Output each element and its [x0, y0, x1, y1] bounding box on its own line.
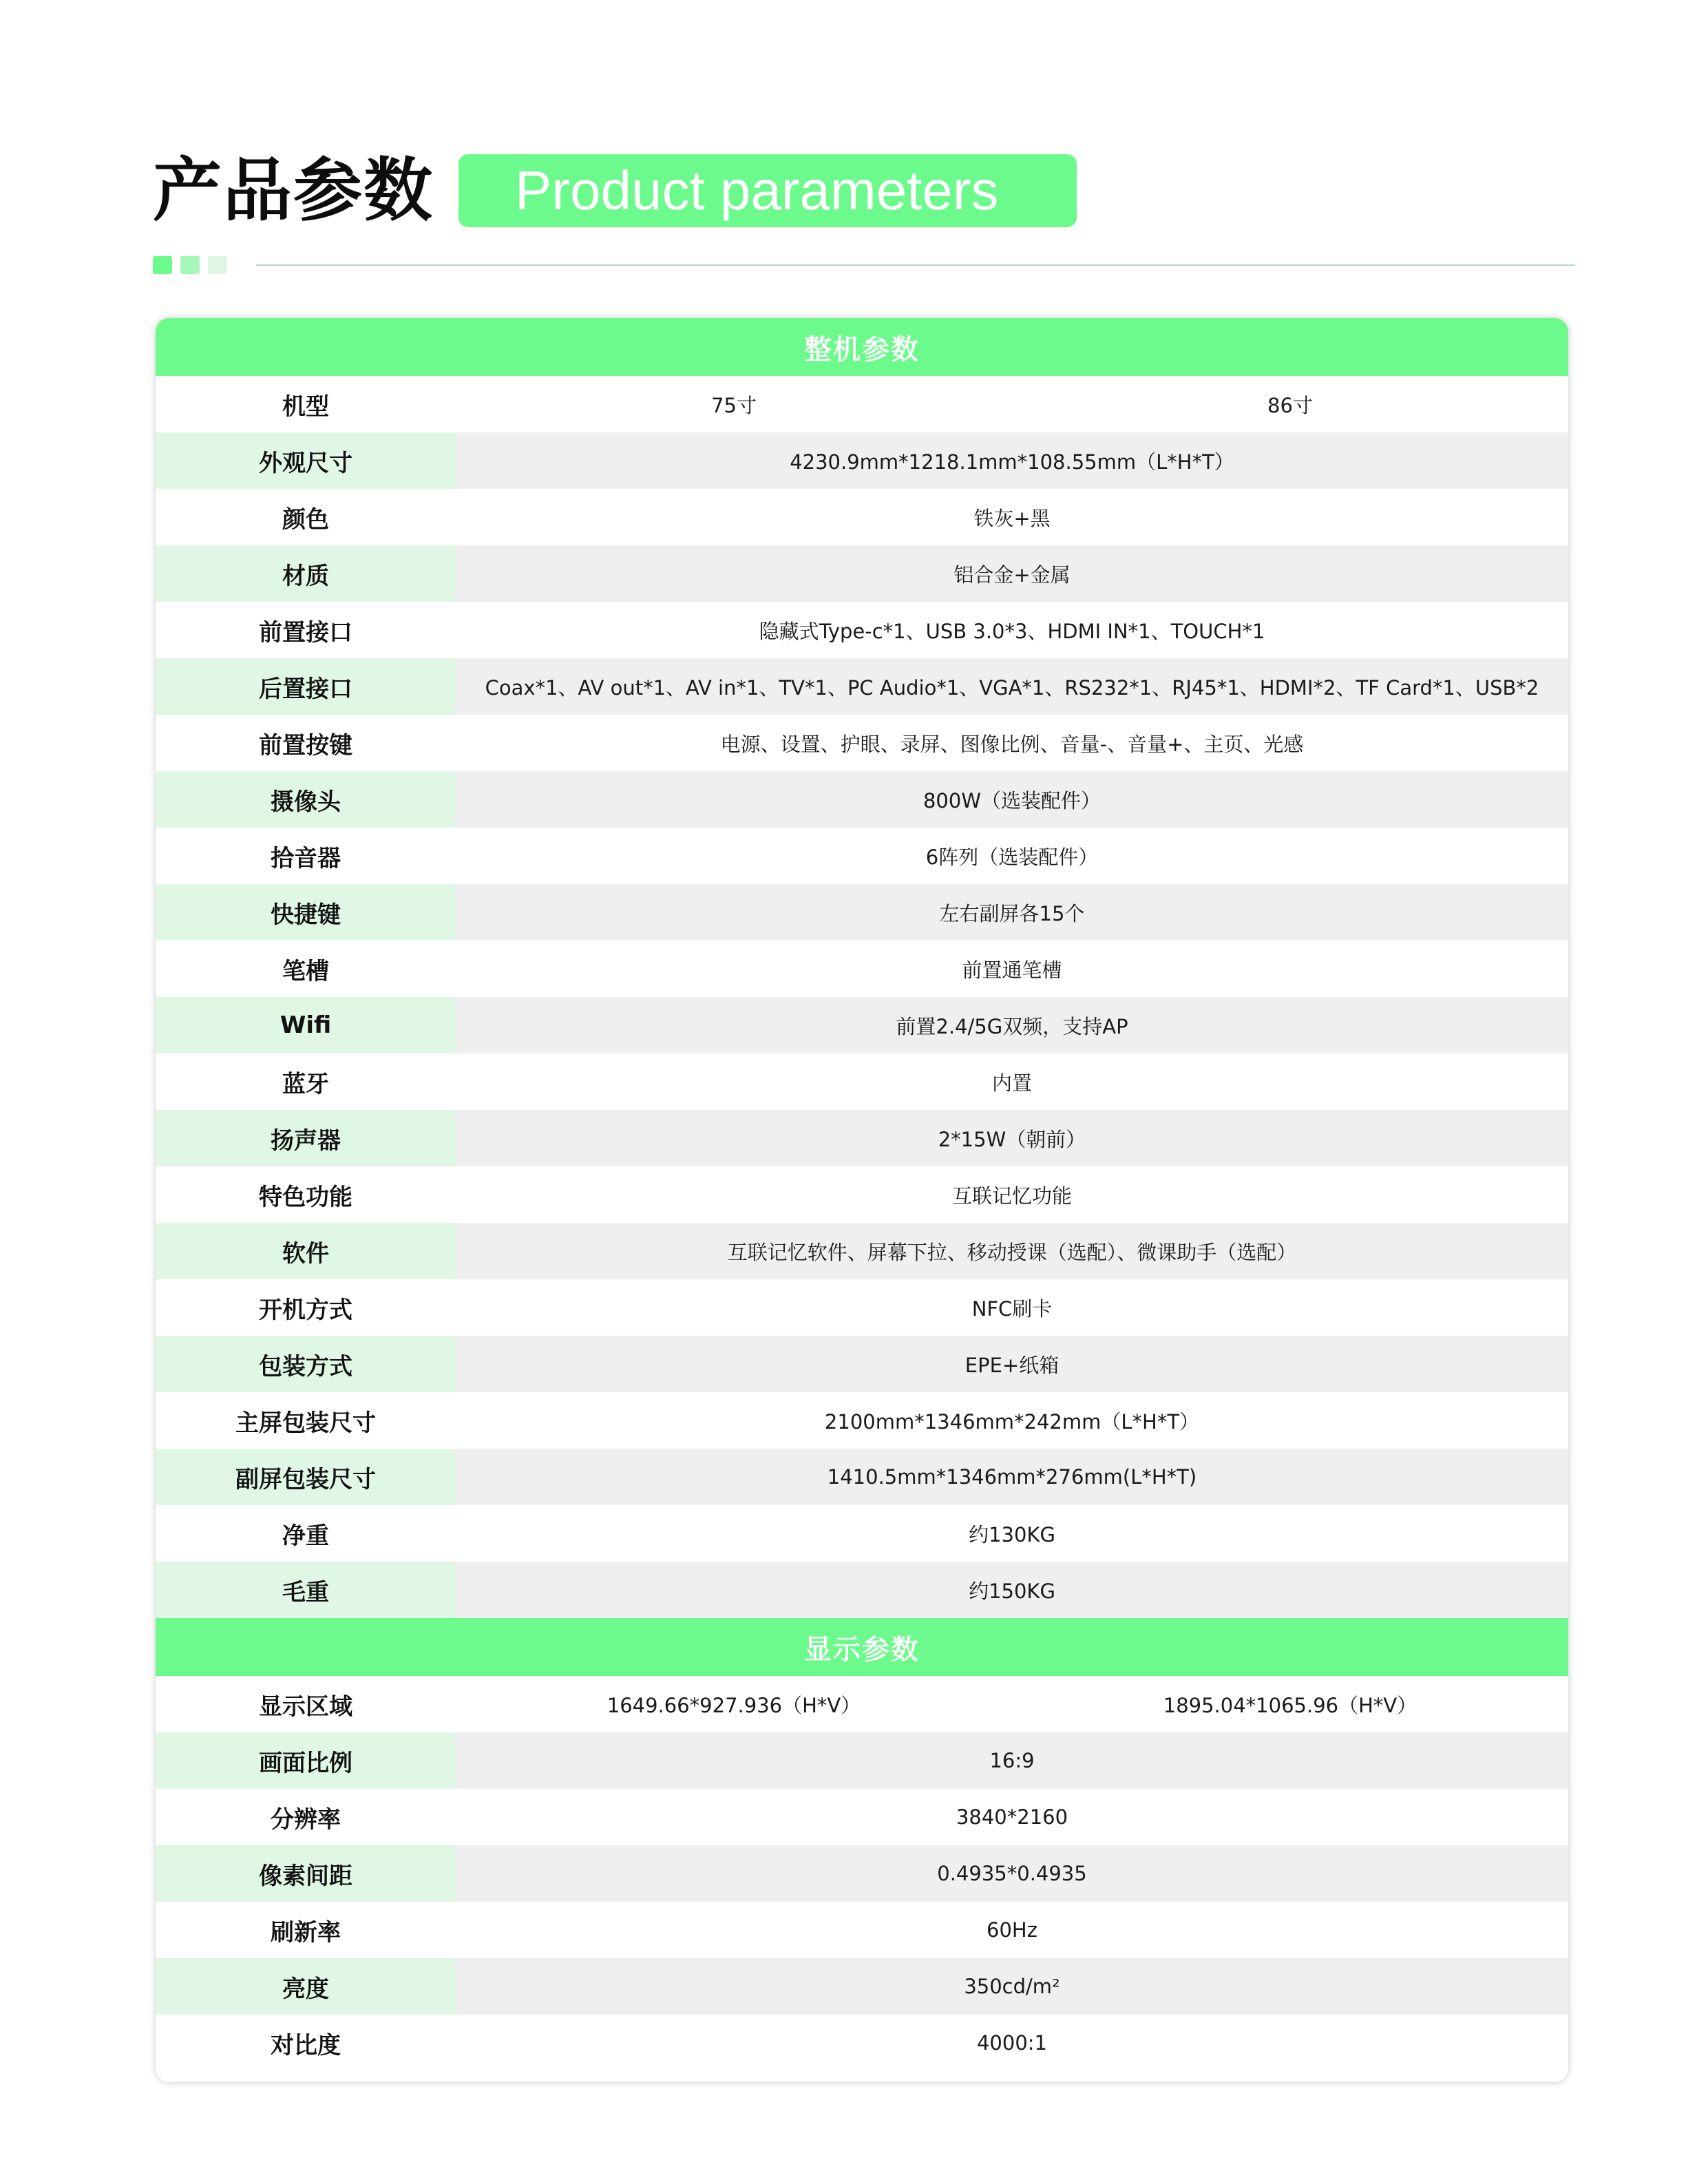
table-row — [156, 1505, 1568, 1562]
row-label: 扬声器 — [156, 1110, 456, 1166]
row-label: 外观尺寸 — [156, 432, 456, 489]
table-row — [156, 1676, 1568, 1732]
table-row — [156, 1958, 1568, 2015]
table-row — [156, 771, 1568, 828]
row-value: Coax*1、AV out*1、AV in*1、TV*1、PC Audio*1、VGA*1、RS232*1、RJ45*1、HDMI*2、TF Card*1、USB*2 — [456, 658, 1568, 715]
table-row — [156, 432, 1568, 489]
row-value: 铁灰+黑 — [456, 489, 1568, 545]
section-header: 整机参数 — [156, 318, 1568, 376]
row-value: 1649.66*927.936（H*V） — [456, 1676, 1012, 1732]
row-value: 6阵列（选装配件） — [456, 828, 1568, 884]
row-label: 软件 — [156, 1223, 456, 1279]
row-value: 隐藏式Type-c*1、USB 3.0*3、HDMI IN*1、TOUCH*1 — [456, 602, 1568, 658]
row-value: 1410.5mm*1346mm*276mm(L*H*T) — [456, 1449, 1568, 1505]
row-label: 颜色 — [156, 489, 456, 545]
row-value: 左右副屏各15个 — [456, 884, 1568, 941]
row-value: 互联记忆功能 — [456, 1166, 1568, 1223]
table-row — [156, 1336, 1568, 1392]
table-row — [156, 1789, 1568, 1845]
row-label: 开机方式 — [156, 1279, 456, 1336]
row-label: 主屏包装尺寸 — [156, 1392, 456, 1449]
row-value: 内置 — [456, 1053, 1568, 1110]
row-label: 特色功能 — [156, 1166, 456, 1223]
header-divider — [256, 264, 1575, 266]
table-row — [156, 2015, 1568, 2071]
row-value: 800W（选装配件） — [456, 771, 1568, 828]
table-row — [156, 1732, 1568, 1789]
table-row — [156, 1053, 1568, 1110]
row-value: 前置通笔槽 — [456, 941, 1568, 997]
table-row — [156, 1110, 1568, 1166]
row-value: 3840*2160 — [456, 1789, 1568, 1845]
row-label: 分辨率 — [156, 1789, 456, 1845]
row-label: 拾音器 — [156, 828, 456, 884]
row-label: 包装方式 — [156, 1336, 456, 1392]
row-label: 显示区域 — [156, 1676, 456, 1732]
decorative-dots — [153, 256, 227, 274]
table-row — [156, 602, 1568, 658]
row-value: 4230.9mm*1218.1mm*108.55mm（L*H*T） — [456, 432, 1568, 489]
table-row — [156, 1279, 1568, 1336]
table-row — [156, 715, 1568, 771]
table-row — [156, 1902, 1568, 1958]
row-label: Wifi — [156, 997, 456, 1053]
row-label: 刷新率 — [156, 1902, 456, 1958]
row-label: 毛重 — [156, 1562, 456, 1618]
parameters-table — [156, 318, 1568, 2082]
row-label: 机型 — [156, 376, 456, 432]
page-subtitle-badge: Product parameters — [458, 154, 1077, 227]
table-row — [156, 658, 1568, 715]
table-row — [156, 884, 1568, 941]
row-value: 1895.04*1065.96（H*V） — [1012, 1676, 1568, 1732]
table-row — [156, 1223, 1568, 1279]
row-label: 像素间距 — [156, 1845, 456, 1902]
row-label: 画面比例 — [156, 1732, 456, 1789]
table-row — [156, 1166, 1568, 1223]
row-label: 摄像头 — [156, 771, 456, 828]
table-row — [156, 941, 1568, 997]
row-label: 前置接口 — [156, 602, 456, 658]
row-value: 75寸 — [456, 376, 1012, 432]
page-title: 产品参数 — [153, 150, 434, 231]
row-value: 2100mm*1346mm*242mm（L*H*T） — [456, 1392, 1568, 1449]
row-value: 互联记忆软件、屏幕下拉、移动授课（选配）、微课助手（选配） — [456, 1223, 1568, 1279]
row-value: 2*15W（朝前） — [456, 1110, 1568, 1166]
section-header: 显示参数 — [156, 1618, 1568, 1676]
row-value: 16:9 — [456, 1732, 1568, 1789]
row-value: 350cd/m² — [456, 1958, 1568, 2015]
table-row — [156, 828, 1568, 884]
row-value: 约130KG — [456, 1505, 1568, 1562]
table-row — [156, 489, 1568, 545]
row-label: 前置按键 — [156, 715, 456, 771]
row-label: 亮度 — [156, 1958, 456, 2015]
row-value: NFC刷卡 — [456, 1279, 1568, 1336]
page-header — [153, 146, 1077, 235]
table-row — [156, 1845, 1568, 1902]
row-value: 前置2.4/5G双频，支持AP — [456, 997, 1568, 1053]
dot-icon — [208, 256, 227, 274]
row-value: 电源、设置、护眼、录屏、图像比例、音量-、音量+、主页、光感 — [456, 715, 1568, 771]
row-value: 铝合金+金属 — [456, 545, 1568, 602]
row-label: 材质 — [156, 545, 456, 602]
row-value: 4000:1 — [456, 2015, 1568, 2071]
table-row — [156, 1449, 1568, 1505]
row-value: 约150KG — [456, 1562, 1568, 1618]
dot-icon — [153, 256, 172, 274]
row-value: 0.4935*0.4935 — [456, 1845, 1568, 1902]
row-label: 后置接口 — [156, 658, 456, 715]
table-row — [156, 376, 1568, 432]
row-value: 86寸 — [1012, 376, 1568, 432]
table-row — [156, 1392, 1568, 1449]
table-row — [156, 1562, 1568, 1618]
row-value: EPE+纸箱 — [456, 1336, 1568, 1392]
row-label: 副屏包装尺寸 — [156, 1449, 456, 1505]
row-value: 60Hz — [456, 1902, 1568, 1958]
table-row — [156, 997, 1568, 1053]
row-label: 对比度 — [156, 2015, 456, 2071]
row-label: 笔槽 — [156, 941, 456, 997]
dot-icon — [180, 256, 200, 274]
row-label: 净重 — [156, 1505, 456, 1562]
row-label: 蓝牙 — [156, 1053, 456, 1110]
table-row — [156, 545, 1568, 602]
row-label: 快捷键 — [156, 884, 456, 941]
